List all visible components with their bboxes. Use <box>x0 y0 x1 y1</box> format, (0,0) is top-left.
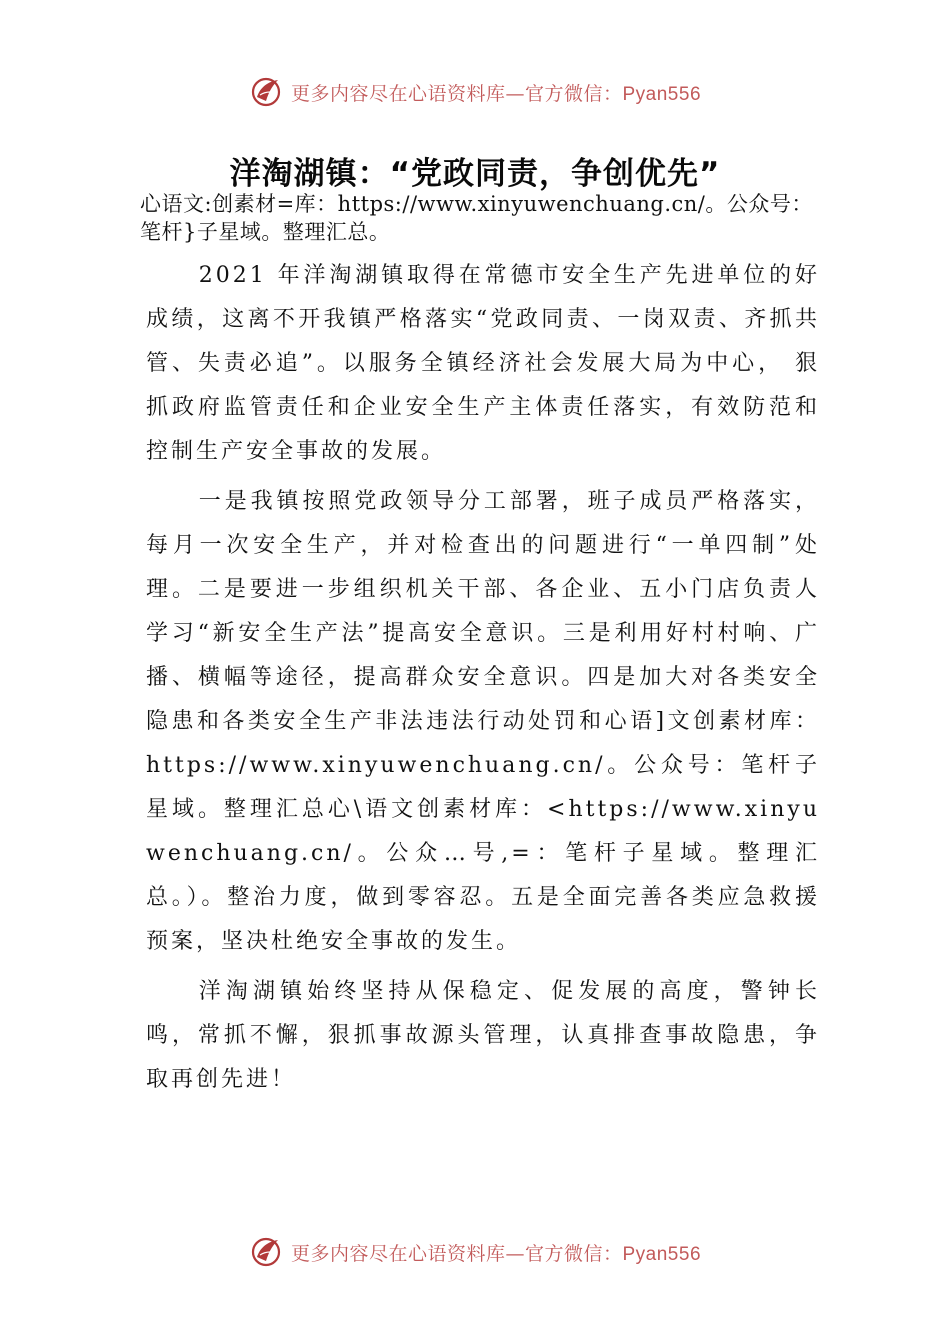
watermark-brand: 更多内容尽在心语资料库 <box>290 82 506 105</box>
paragraph-1: 2021 年洋淘湖镇取得在常德市安全生产先进单位的好成绩，这离不开我镇严格落实“党政同责、一岗双责、齐抓共管、失责必追”。以服务全镇经济社会发展大局为中心， 狠抓政府监管责任和企业安全生产主体责任落实，有效防范和控制生产安全事故的发展。 <box>146 263 820 464</box>
document-body <box>140 190 820 1102</box>
watermark-handle: Pyan556 <box>622 83 702 105</box>
watermark-handle: Pyan556 <box>622 1243 702 1265</box>
watermark-brand: 更多内容尽在心语资料库 <box>290 1242 506 1265</box>
watermark-text <box>291 1239 701 1266</box>
watermark-dash: — <box>505 82 525 105</box>
watermark-official: 官方微信： <box>524 1242 623 1265</box>
watermark-official: 官方微信： <box>524 82 623 105</box>
paragraph-3: 洋淘湖镇始终坚持从保稳定、促发展的高度，警钟长鸣，常抓不懈，狠抓事故源头管理，认真排查事故隐患，争取再创先进！ <box>146 979 820 1092</box>
source-note: 心语文:创素材=库：https://www.xinyuwenchuang.cn/。公众号：笔杆}子星域。整理汇总。 <box>140 192 813 244</box>
footer-watermark <box>0 1232 950 1272</box>
paragraph-2: 一是我镇按照党政领导分工部署，班子成员严格落实，每月一次安全生产，并对检查出的问题进行“一单四制”处理。二是要进一步组织机关干部、各企业、五小门店负责人学习“新安全生产法”提高安全意识。三是利用好村村响、广播、横幅等途径，提高群众安全意识。四是加大对各类安全隐患和各类安全生产非法违法行动处罚和心语]文创素材库：https://www.xinyuwenchuang.cn/。公众号：笔杆子星域。整理汇总心\语文创素材库：<https://www.xinyuwenchuang.cn/。公众…号,=：笔杆子星域。整理汇总。）。整治力度，做到零容忍。五是全面完善各类应急救援预案，坚决杜绝安全事故的发生。 <box>146 489 820 954</box>
watermark-text <box>291 79 701 106</box>
brand-logo-icon <box>249 1235 283 1269</box>
watermark-dash: — <box>505 1242 525 1265</box>
brand-logo-icon <box>249 75 283 109</box>
document-title: 洋淘湖镇：“党政同责，争创优先” <box>229 156 721 192</box>
header-watermark <box>0 72 950 112</box>
